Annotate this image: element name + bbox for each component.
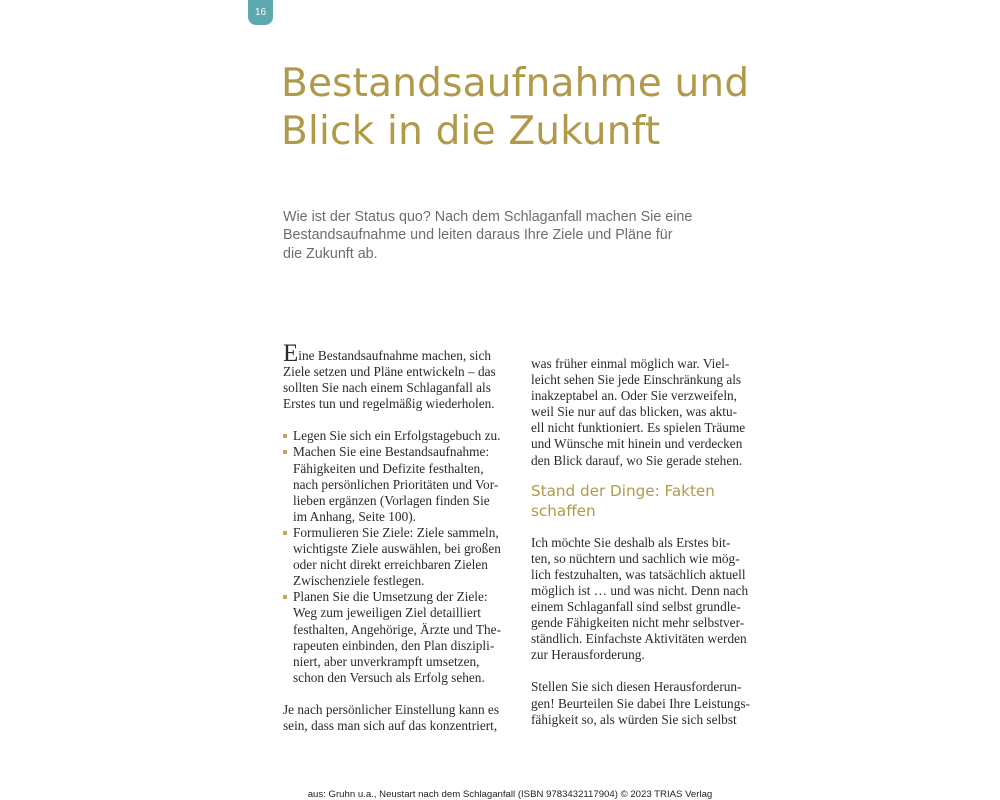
- bullet-square-icon: [283, 450, 287, 454]
- bullet-line: niert, aber unverkrampft umsetzen,: [293, 653, 480, 669]
- bullet-line: Fähigkeiten und Defizite festhalten,: [293, 460, 484, 476]
- closing-line: Je nach persönlicher Einstellung kann es: [283, 701, 500, 717]
- bullet-line: Planen Sie die Umsetzung der Ziele:: [293, 589, 488, 605]
- bullet-line: festhalten, Angehörige, Ärzte und The-: [293, 621, 502, 637]
- subheading-line: schaffen: [531, 501, 596, 520]
- opening-first-line-text: ine Bestandsaufnahme machen, sich: [298, 348, 492, 363]
- bullet-line: nach persönlichen Prioritäten und Vor-: [293, 476, 499, 492]
- intro-paragraph: [283, 208, 713, 263]
- bullet-line: Zwischenziele festlegen.: [293, 573, 425, 589]
- paragraph-line: ständlich. Einfachste Aktivitäten werden: [531, 631, 747, 647]
- bullet-square-icon: [283, 531, 287, 535]
- bullet-item: [283, 428, 508, 444]
- opening-line: sollten Sie nach einem Schlaganfall als: [283, 380, 491, 396]
- source-footer: aus: Gruhn u.a., Neustart nach dem Schlaganfall (ISBN 9783432117904) © 2023 TRIAS Verlag: [307, 789, 713, 800]
- intro-line: die Zukunft ab.: [283, 245, 378, 262]
- title-line: Blick in die Zukunft: [281, 109, 661, 154]
- intro-line: Bestandsaufnahme und leiten daraus Ihre Ziele und Pläne für: [283, 227, 673, 244]
- bullet-line: im Anhang, Seite 100).: [293, 508, 416, 524]
- opening-line: Ziele setzen und Pläne entwickeln – das: [283, 364, 496, 380]
- left-column: [283, 340, 508, 734]
- bullet-line: schon den Versuch als Erfolg sehen.: [293, 669, 485, 685]
- paragraph-line: lich festzuhalten, was tatsächlich aktuell: [531, 566, 746, 582]
- paragraph-line: den Blick darauf, wo Sie gerade stehen.: [531, 452, 743, 468]
- subheading-line: Stand der Dinge: Fakten: [531, 481, 715, 500]
- intro-line: Wie ist der Status quo? Nach dem Schlaganfall machen Sie eine: [283, 209, 693, 225]
- bullet-line: oder nicht direkt erreichbaren Zielen: [293, 557, 488, 573]
- paragraph-2: [531, 535, 756, 664]
- paragraph-line: ell nicht funktioniert. Es spielen Träume: [531, 420, 746, 436]
- bullet-line: Machen Sie eine Bestandsaufnahme:: [293, 444, 490, 460]
- paragraph-line: zur Herausforderung.: [531, 647, 645, 663]
- bullet-line: Legen Sie sich ein Erfolgstagebuch zu.: [293, 428, 501, 444]
- bullet-list: [283, 428, 508, 686]
- closing-line: sein, dass man sich auf das konzentriert,: [283, 717, 498, 733]
- paragraph-line: gen! Beurteilen Sie dabei Ihre Leistungs-: [531, 695, 750, 711]
- bullet-line: rapeuten einbinden, den Plan diszipli-: [293, 637, 495, 653]
- bullet-square-icon: [283, 434, 287, 438]
- paragraph-3: [531, 679, 756, 727]
- paragraph-line: und Wünsche mit hinein und verdecken: [531, 436, 743, 452]
- drop-cap: E: [283, 340, 299, 367]
- paragraph-1: [531, 356, 756, 469]
- section-subheading: [531, 481, 756, 521]
- bullet-line: Formulieren Sie Ziele: Ziele sammeln,: [293, 524, 499, 540]
- paragraph-line: fähigkeit so, als würden Sie sich selbst: [531, 711, 737, 727]
- bullet-line: Weg zum jeweiligen Ziel detailliert: [293, 605, 481, 621]
- opening-line: Erstes tun und regelmäßig wiederholen.: [283, 396, 495, 412]
- right-column: [531, 356, 756, 728]
- paragraph-line: inakzeptabel an. Oder Sie verzweifeln,: [531, 388, 738, 404]
- bullet-item: [283, 589, 508, 686]
- opening-first-line: [283, 340, 508, 367]
- paragraph-line: weil Sie nur auf das blicken, was aktu-: [531, 404, 738, 420]
- paragraph-line: leicht sehen Sie jede Einschränkung als: [531, 372, 742, 388]
- paragraph-line: einem Schlaganfall sind selbst grundle-: [531, 599, 741, 615]
- paragraph-line: was früher einmal möglich war. Viel-: [531, 356, 730, 371]
- paragraph-line: ten, so nüchtern und sachlich wie mög-: [531, 550, 740, 566]
- bullet-square-icon: [283, 595, 287, 599]
- paragraph-line: gende Fähigkeiten nicht mehr selbstver-: [531, 615, 745, 631]
- paragraph-line: Ich möchte Sie deshalb als Erstes bit-: [531, 534, 731, 550]
- bullet-line: wichtigste Ziele auswählen, bei großen: [293, 541, 501, 557]
- page-number-badge: 16: [248, 0, 273, 25]
- chapter-title: [281, 60, 801, 156]
- title-line: Bestandsaufnahme und: [281, 61, 750, 106]
- paragraph-line: möglich ist … und was nicht. Denn nach: [531, 582, 749, 598]
- bullet-item: [283, 444, 508, 524]
- bullet-item: [283, 525, 508, 589]
- bullet-line: lieben ergänzen (Vorlagen finden Sie: [293, 492, 490, 508]
- paragraph-line: Stellen Sie sich diesen Herausforderun-: [531, 679, 742, 695]
